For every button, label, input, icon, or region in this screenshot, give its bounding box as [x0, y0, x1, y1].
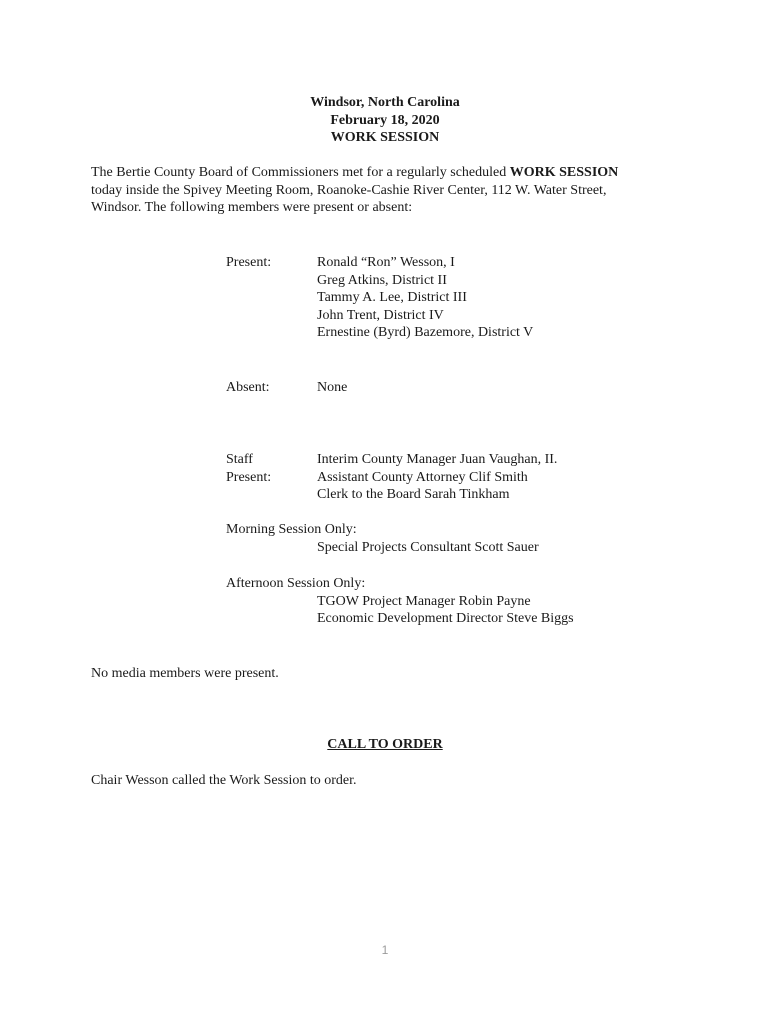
intro-line-2: today inside the Spivey Meeting Room, Roanoke-Cashie River Center, 112 W. Water Street,: [91, 182, 607, 198]
header-location: Windsor, North Carolina: [310, 95, 460, 110]
present-members-list: [317, 254, 533, 342]
afternoon-label: Afternoon Session Only:: [226, 576, 366, 591]
present-member: Ernestine (Byrd) Bazemore, District V: [317, 325, 534, 340]
morning-members-list: [226, 539, 539, 557]
absent-value: None: [317, 380, 348, 395]
present-member: John Trent, District IV: [317, 307, 444, 323]
absent-value-list: [317, 379, 347, 397]
header-session: WORK SESSION: [330, 130, 440, 145]
present-member: Greg Atkins, District II: [317, 272, 447, 288]
intro-paragraph: [91, 164, 681, 217]
absent-label: Absent:: [226, 380, 270, 395]
intro-bold-session: WORK SESSION: [509, 165, 619, 180]
document-header: [0, 94, 770, 147]
staff-members-list: [317, 451, 557, 504]
media-statement: No media members were present.: [91, 666, 279, 681]
present-member: Ronald “Ron” Wesson, I: [317, 255, 455, 270]
morning-label: Morning Session Only:: [226, 522, 357, 537]
afternoon-members-list: [226, 593, 574, 628]
morning-member: Special Projects Consultant Scott Sauer: [317, 539, 539, 555]
page-number: 1: [381, 943, 389, 957]
intro-line-1: [91, 164, 681, 182]
intro-line-3: Windsor. The following members were present or absent:: [91, 200, 413, 215]
morning-block: [226, 521, 539, 556]
afternoon-member: Economic Development Director Steve Biggs: [317, 611, 574, 626]
afternoon-block: [226, 575, 574, 628]
staff-member: Interim County Manager Juan Vaughan, II.: [317, 452, 558, 467]
present-member: Tammy A. Lee, District III: [317, 290, 467, 305]
header-date: February 18, 2020: [330, 112, 440, 128]
afternoon-member: TGOW Project Manager Robin Payne: [317, 593, 531, 609]
staff-label: Staff Present:: [226, 452, 272, 485]
intro-text-1: The Bertie County Board of Commissioners met for a regularly scheduled: [91, 165, 510, 180]
call-to-order-text: Chair Wesson called the Work Session to order.: [91, 773, 357, 788]
call-to-order-heading: CALL TO ORDER: [327, 737, 443, 752]
present-label: Present:: [226, 255, 272, 270]
staff-member: Assistant County Attorney Clif Smith: [317, 469, 528, 485]
staff-member: Clerk to the Board Sarah Tinkham: [317, 487, 510, 502]
